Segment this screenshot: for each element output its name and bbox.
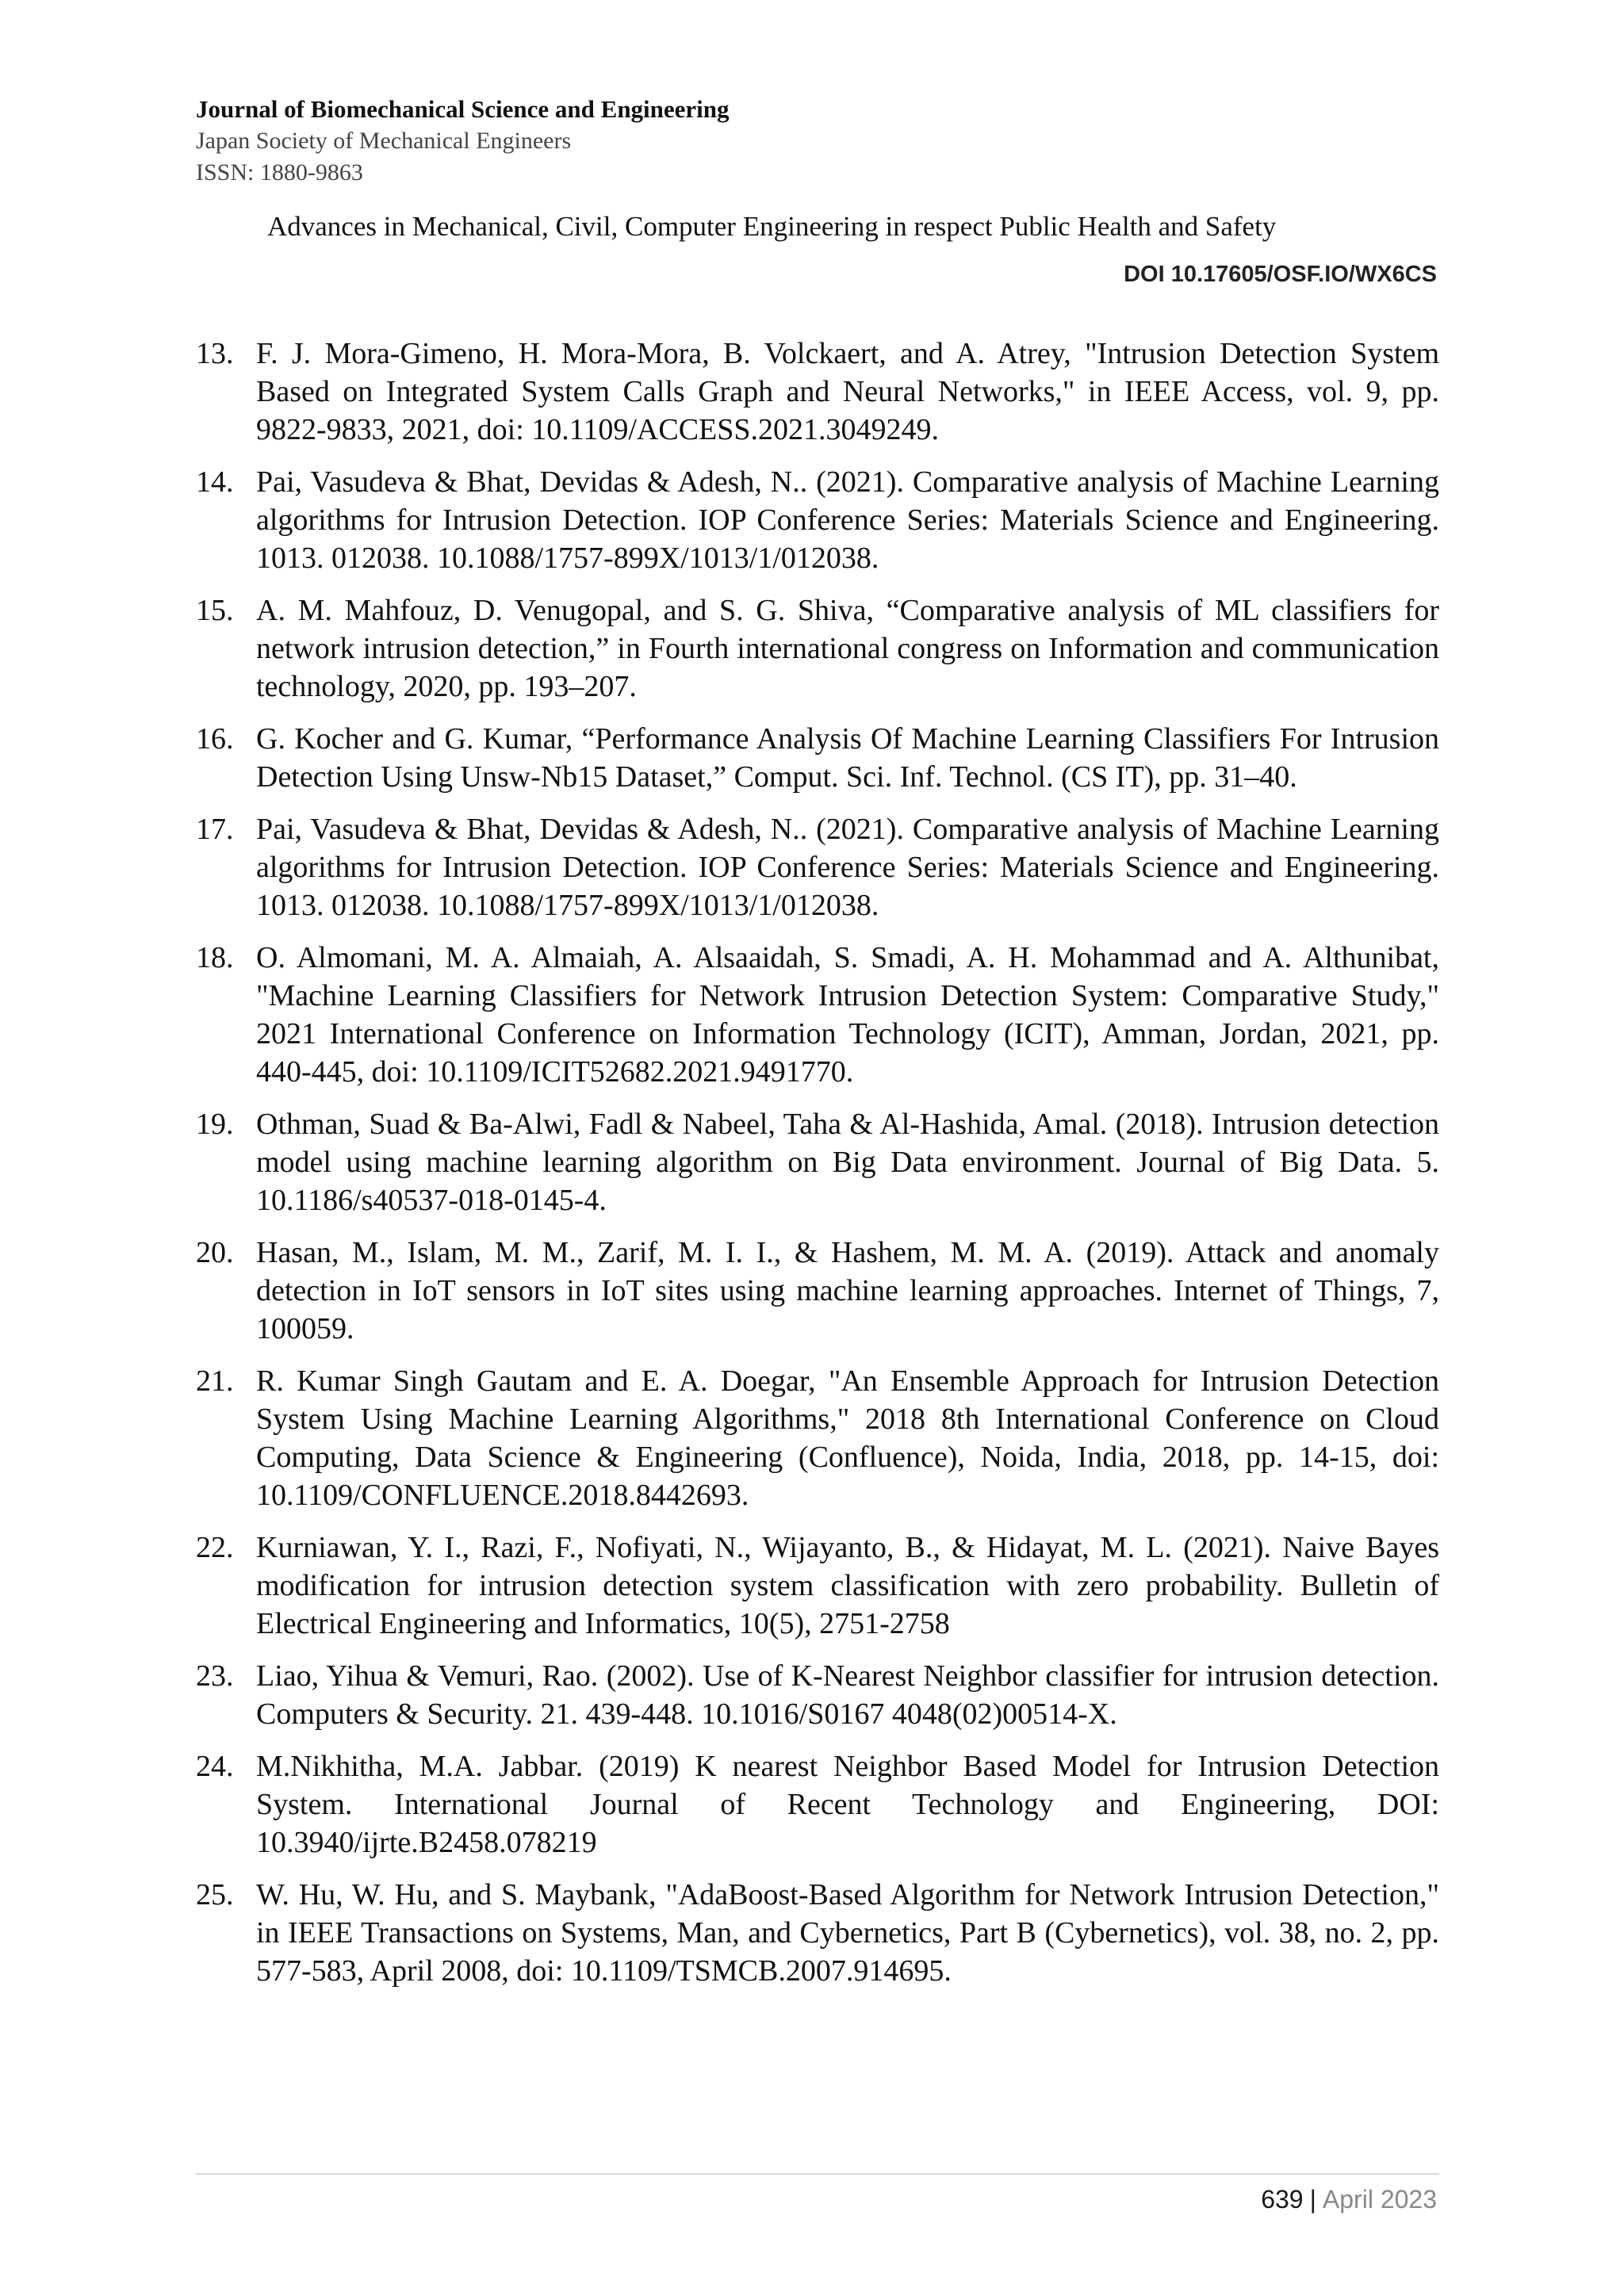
journal-publisher: Japan Society of Mechanical Engineers [196, 128, 572, 154]
reference-item [196, 1105, 1439, 1219]
reference-item [196, 939, 1439, 1091]
reference-number: 21. [196, 1364, 234, 1398]
reference-item [196, 1657, 1439, 1733]
reference-text: Othman, Suad & Ba‑Alwi, Fadl & Nabeel, Taha & Al‑Hashida, Amal. (2018). Intrusion detection model using machine learning algorithm on Big Data environment. Journal of Big Data. 5. 10.1186/s40537-018-0145-4. [256, 1108, 1439, 1217]
reference-text: Liao, Yihua & Vemuri, Rao. (2002). Use of K-Nearest Neighbor classifier for intrusion detection. Computers & Security. 21. 439-448. 10.1016/S0167 4048(02)00514-X. [256, 1659, 1439, 1731]
reference-text: M.Nikhitha, M.A. Jabbar. (2019) K nearest Neighbor Based Model for Intrusion Detection System. International Journal of Recent Technology and Engineering, DOI: 10.3940/ijrte.B2458.078219 [256, 1750, 1439, 1859]
reference-item [196, 810, 1439, 924]
doi-label: DOI [1124, 262, 1165, 287]
footer-date: April 2023 [1322, 2185, 1437, 2214]
reference-item [196, 335, 1439, 449]
reference-number: 13. [196, 337, 234, 370]
reference-item [196, 1362, 1439, 1514]
reference-text: Kurniawan, Y. I., Razi, F., Nofiyati, N., Wijayanto, B., & Hidayat, M. L. (2021). Naive Bayes modification for intrusion detection system classification with zero probability. Bulletin of Electrical Engineering and Informatics, 10(5), 2751-2758 [256, 1531, 1439, 1640]
reference-number: 16. [196, 722, 234, 756]
page-number: 639 [1261, 2185, 1304, 2214]
reference-text: F. J. Mora-Gimeno, H. Mora-Mora, B. Volckaert, and A. Atrey, "Intrusion Detection System Based on Integrated System Calls Graph and Neural Networks," in IEEE Access, vol. 9, pp. 9822-9833, 2021, doi: 10.1109/ACCESS.2021.3049249. [256, 337, 1439, 446]
journal-header [196, 94, 1433, 189]
reference-text: G. Kocher and G. Kumar, “Performance Analysis Of Machine Learning Classifiers For Intrusion Detection Using Unsw-Nb15 Dataset,” Comput. Sci. Inf. Technol. (CS IT), pp. 31–40. [256, 722, 1439, 794]
footer-divider [196, 2173, 1439, 2175]
reference-item [196, 1747, 1439, 1862]
reference-item [196, 463, 1439, 577]
reference-text: A. M. Mahfouz, D. Venugopal, and S. G. Shiva, “Comparative analysis of ML classifiers for network intrusion detection,” in Fourth international congress on Information and communication technology, 2020, pp. 193–207. [256, 594, 1439, 703]
reference-number: 17. [196, 813, 234, 846]
reference-number: 24. [196, 1750, 234, 1783]
reference-number: 15. [196, 594, 234, 627]
reference-text: Hasan, M., Islam, M. M., Zarif, M. I. I., & Hashem, M. M. A. (2019). Attack and anomaly detection in IoT sensors in IoT sites using machine learning approaches. Internet of Things, 7, 100059. [256, 1236, 1439, 1345]
reference-number: 23. [196, 1659, 234, 1693]
reference-list [196, 335, 1439, 2004]
reference-item [196, 1234, 1439, 1348]
reference-number: 19. [196, 1108, 234, 1141]
doi-line [1124, 258, 1437, 290]
reference-text: R. Kumar Singh Gautam and E. A. Doegar, "An Ensemble Approach for Intrusion Detection System Using Machine Learning Algorithms," 2018 8th International Conference on Cloud Computing, Data Science & Engineering (Confluence), Noida, India, 2018, pp. 14-15, doi: 10.1109/CONFLUENCE.2018.8442693. [256, 1364, 1439, 1512]
footer-separator: | [1309, 2185, 1316, 2214]
doi-value: 10.17605/OSF.IO/WX6CS [1170, 262, 1437, 287]
reference-text: W. Hu, W. Hu, and S. Maybank, "AdaBoost-Based Algorithm for Network Intrusion Detection," in IEEE Transactions on Systems, Man, and Cybernetics, Part B (Cybernetics), vol. 38, no. 2, pp. 577-583, April 2008, doi: 10.1109/TSMCB.2007.914695. [256, 1878, 1439, 1988]
reference-number: 22. [196, 1531, 234, 1564]
reference-number: 25. [196, 1878, 234, 1911]
reference-text: Pai, Vasudeva & Bhat, Devidas & Adesh, N.. (2021). Comparative analysis of Machine Learning algorithms for Intrusion Detection. IOP Conference Series: Materials Science and Engineering. 1013. 012038. 10.1088/1757-899X/1013/1/012038. [256, 813, 1439, 922]
reference-number: 20. [196, 1236, 234, 1269]
reference-text: Pai, Vasudeva & Bhat, Devidas & Adesh, N.. (2021). Comparative analysis of Machine Learning algorithms for Intrusion Detection. IOP Conference Series: Materials Science and Engineering. 1013. 012038. 10.1088/1757-899X/1013/1/012038. [256, 465, 1439, 575]
reference-number: 14. [196, 465, 234, 499]
reference-item [196, 1876, 1439, 1990]
journal-title: Journal of Biomechanical Science and Engineering [196, 95, 730, 123]
reference-text: O. Almomani, M. A. Almaiah, A. Alsaaidah, S. Smadi, A. H. Mohammad and A. Althunibat, "Machine Learning Classifiers for Network Intrusion Detection System: Comparative Study," 2021 International Conference on Information Technology (ICIT), Amman, Jordan, 2021, pp. 440-445, doi: 10.1109/ICIT52682.2021.9491770. [256, 941, 1439, 1089]
journal-issn: ISSN: 1880-9863 [196, 159, 363, 186]
series-title: Advances in Mechanical, Civil, Computer Engineering in respect Public Health and Safety [267, 211, 1277, 242]
reference-item [196, 720, 1439, 796]
reference-item [196, 1529, 1439, 1643]
reference-item [196, 591, 1439, 706]
page-footer [1261, 2182, 1437, 2217]
reference-number: 18. [196, 941, 234, 974]
